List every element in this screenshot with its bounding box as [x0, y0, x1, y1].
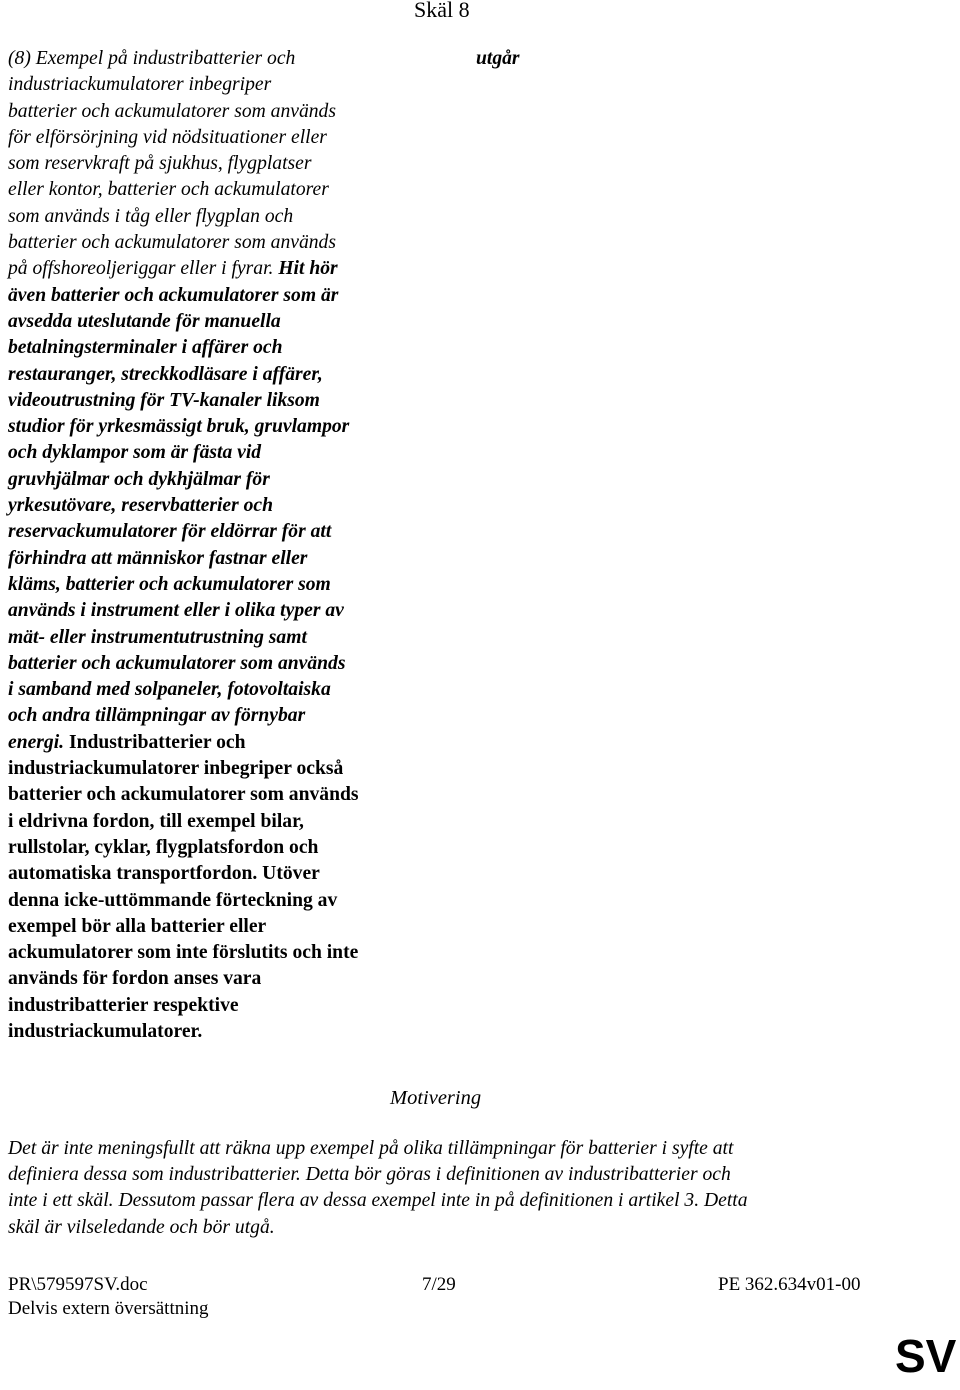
- amendment-text-added: Hit hör även batterier och ackumulatorer som är avsedda uteslutande för manuella betalningsterminaler i affärer och restauranger, streckkodläsare i affärer, videoutrustning för TV-kanaler liksom studior för yrkesmässigt bruk, gruvlampor och dyklampor som är fästa vid gruvhjälmar och dykhjälmar för yrkesutövare, reservbatterier och reservackumulatorer för eldörrar för att förhindra att människor fastnar eller kläms, batterier och ackumulatorer som används i instrument eller i olika typer av mät- eller instrumentutrustning samt batterier och ackumulatorer som används i samband med solpaneler, fotovoltaiska och andra tillämpningar av förnybar energi.: [8, 258, 350, 753]
- deleted-label: utgår: [476, 48, 520, 69]
- footer-doc-reference: PR\579597SV.doc: [8, 1274, 148, 1295]
- justification-heading: Motivering: [390, 1087, 482, 1109]
- footer-pe-reference: PE 362.634v01-00: [718, 1274, 861, 1295]
- amendment-reference: Skäl 8: [414, 0, 470, 22]
- amendment-text: [8, 46, 418, 1045]
- amendment-text-original: (8) Exempel på industribatterier och industriackumulatorer inbegriper batterier och ackumulatorer som används för elförsörjning vid nödsituationer eller som reservkraft på sjukhus, flygplatser eller kontor, batterier och ackumulatorer som används i tåg eller flygplan och batterier och ackumulatorer som används på offshoreoljeriggar eller i fyrar.: [8, 48, 336, 280]
- justification-body: Det är inte meningsfullt att räkna upp exempel på olika tillämpningar för batterier i syfte att definiera dessa som industribatterier. Detta bör göras i definitionen av industribatterier och inte i ett skäl. Dessutom passar flera av dessa exempel inte in på definitionen i artikel 3. Detta skäl är vilseledande och bör utgå.: [8, 1138, 748, 1238]
- amendment-text-added-2: Industribatterier och industriackumulatorer inbegriper också batterier och ackumulatorer som används i eldrivna fordon, till exempel bilar, rullstolar, cyklar, flygplatsfordon och automatiska transportfordon. Utöver denna icke-uttömmande förteckning av exempel bör alla batterier eller ackumulatorer som inte förslutits och inte används för fordon anses vara industribatterier respektive industriackumulatorer.: [8, 731, 359, 1042]
- page-number: 7/29: [422, 1274, 456, 1295]
- language-code: SV: [895, 1330, 957, 1382]
- footer-translation-status: Delvis extern översättning: [8, 1298, 209, 1319]
